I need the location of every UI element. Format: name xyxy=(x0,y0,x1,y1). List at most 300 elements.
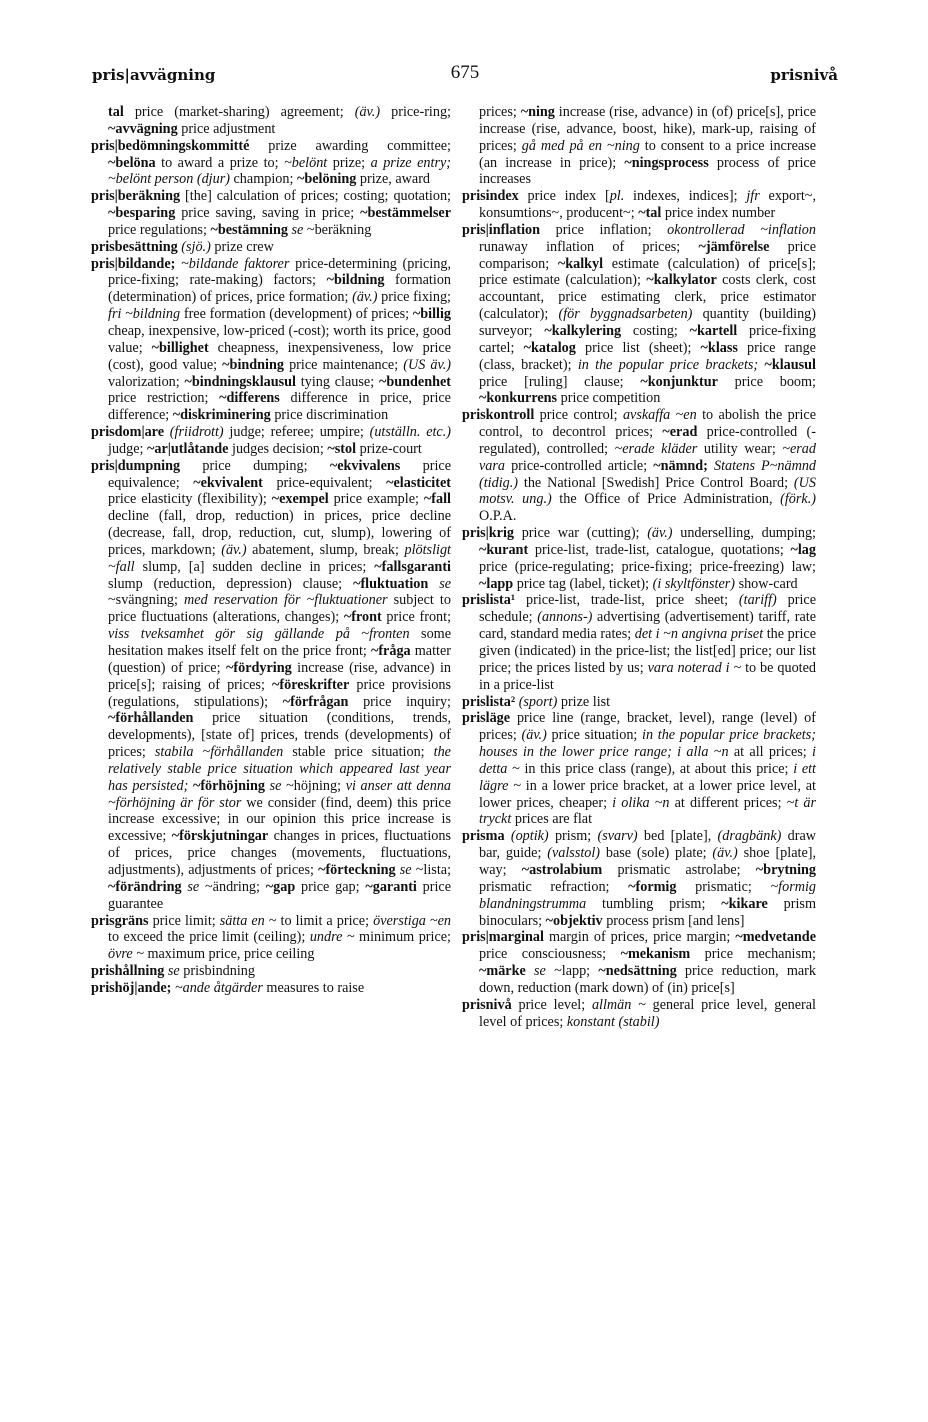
entry-text: to be quoted in a price-list xyxy=(479,659,816,693)
italic-text: (friidrott) xyxy=(169,424,224,441)
headword-text: ~diskriminering xyxy=(172,407,271,424)
headword-text: ~formig xyxy=(628,878,677,895)
italic-text: pl. xyxy=(609,188,625,205)
entry-text: maximum price, price ceiling xyxy=(143,946,315,963)
entry-text: price [ruling] clause; xyxy=(479,373,641,390)
entry-text: price boom; xyxy=(717,373,816,390)
headword-text: ~förskjutningar xyxy=(171,828,269,845)
entry-text: the National [Swedish] Price Control Board; xyxy=(518,474,794,491)
headword-text: ~märke xyxy=(479,963,526,980)
italic-text: ~t är tryckt xyxy=(479,794,816,828)
italic-text: (sport) xyxy=(518,693,558,710)
italic-text: in the popular price brackets; xyxy=(577,356,759,373)
entry-text: price comparison; xyxy=(479,238,816,272)
italic-text: se xyxy=(399,861,412,878)
entry-text: price dumping; xyxy=(180,457,330,474)
entry-text: price-determining (pricing, price-fixing; rate-making) factors; xyxy=(108,255,452,289)
dictionary-entry xyxy=(91,458,451,913)
entry-text: measures to raise xyxy=(262,979,365,996)
entry-text: ~lista; xyxy=(411,861,452,878)
entry-text: price-list, trade-list, catalogue, quotations; xyxy=(528,541,791,558)
italic-text: (utställn. etc.) xyxy=(369,424,451,441)
entry-text: to exceed the price limit (ceiling); xyxy=(108,929,310,946)
entry-text: price gap; xyxy=(295,878,366,895)
entry-text: decline (fall, drop, reduction) in prices, price decline (decrease, fall, drop, reduction, cut, slump), lowering of prices, markdown; xyxy=(108,508,451,558)
entry-text: ~höjning; xyxy=(281,777,346,794)
entry-text: price-fixing cartel; xyxy=(479,322,816,356)
headword-text: ~billig xyxy=(412,306,451,323)
italic-text: ~ande åtgärder xyxy=(174,979,263,996)
headword-text: ~konkurrens xyxy=(479,390,558,407)
italic-text: stabila ~förhållanden xyxy=(154,744,284,761)
italic-text: i ett lägre ~ xyxy=(479,760,817,794)
headword-text: ~stol xyxy=(327,440,357,457)
entry-text: price consciousness; xyxy=(479,946,621,963)
headword-text: ~fråga xyxy=(370,643,411,659)
dictionary-entry xyxy=(91,424,451,458)
headword-text: ~föreskrifter xyxy=(272,676,350,693)
italic-text: plötsligt ~fall xyxy=(108,541,451,575)
headword-text: prishållning xyxy=(91,963,165,980)
headword-text: ~förfrågan xyxy=(282,693,349,710)
left-running-head: pris|avvägning xyxy=(92,66,216,84)
entry-text: price-ring; xyxy=(380,104,451,120)
headword-text: pris|bedömningskommitté xyxy=(91,137,250,154)
italic-text: se xyxy=(291,221,304,238)
entry-text: prices are flat xyxy=(511,811,593,828)
entry-text: costs clerk, cost accountant, price estimating clerk, price estimator (calculator); xyxy=(479,272,816,323)
italic-text: (äv.) xyxy=(352,289,378,306)
entry-text: subject to price fluctuations (alterations, changes); xyxy=(108,592,451,626)
entry-text: cheap, inexpensive, low-priced (-cost); worth its price, good value; xyxy=(108,322,451,356)
entry-text: prize crew xyxy=(210,238,274,255)
entry-text: bed [plate], xyxy=(637,828,718,845)
headword-text: ~exempel xyxy=(271,491,329,508)
entry-text: price inflation; xyxy=(540,221,668,238)
headword-text: ~bindningsklausul xyxy=(184,373,296,390)
italic-text: se xyxy=(439,575,452,592)
dictionary-entry xyxy=(462,525,816,592)
dictionary-entry xyxy=(91,980,451,997)
headword-text: pris|dumpning xyxy=(91,457,181,474)
italic-text: (för byggnadsarbeten) xyxy=(558,306,693,323)
italic-text: ~belönt xyxy=(284,154,328,171)
entry-text: ~svängning; xyxy=(108,592,185,609)
headword-text: ~fluktuation xyxy=(353,575,429,592)
italic-text: se xyxy=(534,963,546,980)
entry-text: to limit a price; xyxy=(276,912,374,929)
entry-text: abatement, slump, break; xyxy=(246,541,405,558)
headword-text: ~billighet xyxy=(151,339,209,356)
entry-text: price front; xyxy=(381,609,452,626)
entry-text: export~, konsumtions~, producent~; xyxy=(479,188,816,222)
headword-text: ~elasticitet xyxy=(386,474,451,491)
entry-text: at different prices; xyxy=(669,794,787,811)
entry-text: to award a prize to; xyxy=(155,154,285,171)
dictionary-entry xyxy=(462,592,816,693)
entry-text: free formation (development) of prices; xyxy=(180,306,413,323)
headword-text: prishöj|ande; xyxy=(91,979,172,996)
entry-text: judge; referee; umpire; xyxy=(223,424,370,441)
headword-text: prisbesättning xyxy=(91,238,178,255)
italic-text: (sjö.) xyxy=(181,238,211,255)
headword-text: prisdom|are xyxy=(91,424,165,441)
italic-text: (annons-) xyxy=(537,609,593,626)
entry-text: in this price class (range), at about this price; xyxy=(519,760,794,777)
entry-text: in a lower price bracket, at a lower price level, at lower prices, cheaper; xyxy=(479,777,816,811)
entry-text: formation (determination) of prices, price formation; xyxy=(108,272,452,306)
italic-text: (dragbänk) xyxy=(717,828,782,845)
headword-text: ~katalog xyxy=(523,339,576,356)
entry-text: ~ändring; xyxy=(199,878,266,895)
entry-text: changes in prices, fluctuations of prices, price changes (movements, fluctuations, adjustments), adjustments of prices; xyxy=(108,828,451,878)
headword-text: prisnivå xyxy=(462,996,512,1013)
entry-text: prismatic refraction; xyxy=(479,878,629,895)
entry-text: price inquiry; xyxy=(348,693,451,710)
italic-text: Statens P~nämnd (tidig.) xyxy=(479,457,817,491)
italic-text: the relatively stable price situation which appeared last year has persisted; xyxy=(108,744,451,794)
entry-text: price mechanism; xyxy=(690,946,816,963)
entry-text: prize-court xyxy=(356,440,422,457)
entry-text: price-controlled (-regulated), controlled; xyxy=(479,424,816,457)
entry-text: price schedule; xyxy=(479,592,816,626)
italic-text: konstant (stabil) xyxy=(566,1013,660,1030)
italic-text: (äv.) xyxy=(354,104,381,120)
headword-text: ~differens xyxy=(219,390,280,407)
italic-text: undre ~ xyxy=(309,929,355,946)
italic-text: (äv.) xyxy=(647,525,673,542)
entry-text: ~beräkning xyxy=(306,221,372,238)
italic-text: ~erade kläder xyxy=(614,440,698,457)
entry-text xyxy=(428,576,439,592)
entry-text: price situation; xyxy=(546,727,643,744)
italic-text: (äv.) xyxy=(221,541,247,558)
entry-text: underselling, dumping; xyxy=(672,525,816,542)
headword-text: ~avvägning xyxy=(108,120,178,137)
entry-text: advertising (advertisement) tariff, rate card, standard media rates; xyxy=(479,609,816,643)
dictionary-entry xyxy=(91,256,451,424)
entry-text: price list (sheet); xyxy=(575,339,701,356)
entry-text: increase (rise, advance) in price[s]; raising of prices; xyxy=(108,659,451,693)
headword-text: ~förändring xyxy=(108,878,182,895)
entry-text: stable price situation; xyxy=(283,744,434,761)
italic-text: det i ~n angivna priset xyxy=(634,626,764,643)
entry-text: [the] calculation of prices; costing; quotation; xyxy=(180,188,451,205)
entry-text: ~lapp; xyxy=(545,963,599,980)
dictionary-entry xyxy=(91,188,451,239)
italic-text: övre ~ xyxy=(108,946,144,963)
entry-text: shoe [plate], way; xyxy=(479,845,817,878)
dictionary-entry xyxy=(462,997,816,1031)
dictionary-entry xyxy=(91,963,451,980)
dictionary-entry xyxy=(462,710,816,828)
entry-text: price adjustment xyxy=(177,120,276,137)
entry-text: matter (question) of price; xyxy=(108,643,451,676)
headword-text: ~bundenhet xyxy=(378,373,451,390)
page-header xyxy=(92,62,838,88)
right-running-head: prisnivå xyxy=(770,66,838,84)
italic-text: med reservation för ~fluktuationer xyxy=(184,592,388,609)
dictionary-entry xyxy=(91,239,451,256)
entry-text: price-list, trade-list, price sheet; xyxy=(515,592,739,609)
entry-text: price situation (conditions, trends, developments), [state of] prices, trends (developments) of prices; xyxy=(108,710,451,761)
left-column xyxy=(91,104,451,997)
entry-text: prize, award xyxy=(356,171,431,188)
headword-text: ~front xyxy=(343,609,382,626)
headword-text: ~garanti xyxy=(365,878,417,895)
headword-text: ~besparing xyxy=(108,205,176,222)
entry-text: base (sole) plate; xyxy=(600,845,713,862)
entry-text: price fixing; xyxy=(377,289,451,306)
headword-text: ~fallsgaranti xyxy=(374,558,451,575)
italic-text: ~formig blandningstrumma xyxy=(479,878,816,912)
dictionary-entry xyxy=(91,138,451,189)
entry-text: tumbling prism; xyxy=(586,895,722,912)
headword-text: ~kartell xyxy=(689,322,738,339)
entry-text: margin of prices, price margin; xyxy=(543,929,736,946)
entry-text: indexes, indices]; xyxy=(624,188,747,205)
headword-text: ~klausul xyxy=(764,356,816,373)
italic-text: i detta ~ xyxy=(479,744,816,777)
entry-text: draw bar, guide; xyxy=(479,828,816,862)
entry-text: price-controlled article; xyxy=(505,457,654,474)
headword-text: ~bestämmelser xyxy=(360,205,451,222)
italic-text: (optik) xyxy=(510,828,549,845)
entry-text: process of price increases xyxy=(479,154,816,188)
headword-text: prisgräns xyxy=(91,912,149,929)
entry-text: price control; xyxy=(534,407,623,424)
entry-text: prisbindning xyxy=(179,963,255,980)
headword-text: ~kalkyl xyxy=(557,255,604,272)
entry-text: at all prices; xyxy=(728,744,813,761)
entry-text: price guarantee xyxy=(108,878,452,912)
entry-text: price restriction; xyxy=(108,390,220,407)
italic-text: i olika ~n xyxy=(612,794,670,811)
entry-text: price competition xyxy=(557,390,661,407)
italic-text: se xyxy=(167,963,180,980)
headword-text: ~bestämning xyxy=(210,221,288,238)
headword-text: tal xyxy=(108,104,124,120)
headword-text: ~erad xyxy=(662,424,698,441)
italic-text: sätta en ~ xyxy=(219,912,277,929)
headword-text: ~ningsprocess xyxy=(624,154,709,171)
headword-text: ~förhöjning xyxy=(192,777,265,794)
entry-text: cheapness, inexpensiveness, low price (cost), good value; xyxy=(108,339,451,373)
dictionary-entry xyxy=(462,222,816,407)
headword-text: prislista² xyxy=(462,693,516,710)
italic-text: (äv.) xyxy=(712,845,738,862)
italic-text: (tariff) xyxy=(738,592,777,609)
italic-text: överstiga ~en xyxy=(373,912,451,929)
headword-text: ~fördyring xyxy=(226,659,292,676)
headword-text: ~belöna xyxy=(108,154,156,171)
entry-text: price war (cutting); xyxy=(514,525,648,542)
headword-text: ~objektiv xyxy=(545,912,603,929)
entry-text: some hesitation makes itself felt on the price front; xyxy=(108,626,451,659)
italic-text: fri ~bildning xyxy=(108,306,181,323)
headword-text: ~belöning xyxy=(296,171,357,188)
entry-text: slump, [a] sudden decline in prices; xyxy=(134,558,375,575)
italic-text: se xyxy=(187,878,200,895)
entry-text: price line (range, bracket, level), range (level) of prices; xyxy=(479,710,816,744)
entry-text: costing; xyxy=(621,322,690,339)
entry-text: judges decision; xyxy=(228,440,328,457)
entry-text xyxy=(526,963,534,979)
headword-text: ~tal xyxy=(638,205,662,222)
headword-text: ~bindning xyxy=(222,356,284,373)
headword-text: pris|bildande; xyxy=(91,255,176,272)
entry-text: price-equivalent; xyxy=(262,474,387,491)
entry-text: quantity (building) surveyor; xyxy=(479,306,816,339)
headword-text: ~bildning xyxy=(326,272,385,289)
headword-text: prisindex xyxy=(462,188,519,205)
entry-text: O.P.A. xyxy=(479,508,517,525)
dictionary-entry xyxy=(462,828,816,929)
entry-text: price discrimination xyxy=(270,407,389,424)
headword-text: prisma xyxy=(462,828,505,845)
entry-text: the price given (indicated) in the price-list; the list[ed] price; our list price; the prices listed by us; xyxy=(479,626,817,676)
headword-text: ~lapp xyxy=(479,575,514,592)
headword-text: pris|beräkning xyxy=(91,188,181,205)
entry-text: tying clause; xyxy=(296,373,379,390)
entry-text: price (market-sharing) agreement; xyxy=(123,104,355,120)
entry-text: show-card xyxy=(735,575,798,592)
entry-text: the Office of Price Administration, xyxy=(551,491,781,508)
italic-text: (svarv) xyxy=(597,828,638,845)
italic-text: (valsstol) xyxy=(547,845,601,862)
entry-text: price limit; xyxy=(148,912,220,929)
entry-text: price example; xyxy=(328,491,424,508)
entry-text: general price level, general level of prices; xyxy=(479,996,816,1030)
italic-text: (i skyltfönster) xyxy=(652,575,736,592)
entry-text: to consent to a price increase (an increase in price); xyxy=(479,137,816,171)
italic-text: in the popular price brackets; houses in the lower price range; i alla ~n xyxy=(479,727,816,761)
entry-text: minimum price; xyxy=(354,929,451,946)
headword-text: ~nedsättning xyxy=(598,963,677,980)
entry-text: price level; xyxy=(511,996,592,1013)
italic-text: vi anser att denna ~förhöjning är för stor xyxy=(108,777,452,811)
entry-text: increase (rise, advance) in (of) price[s], price increase (rise, advance, boost, hike), mark-up, raising of prices; xyxy=(479,104,816,154)
italic-text: a prize entry; ~belönt person (djur) xyxy=(108,154,451,188)
dictionary-entry xyxy=(462,929,816,996)
headword-text: pris|marginal xyxy=(462,929,544,946)
italic-text: (äv.) xyxy=(521,727,547,744)
entry-text: price range (class, bracket); xyxy=(479,339,816,373)
headword-text: ~ekvivalent xyxy=(193,474,263,491)
entry-text: price elasticity (flexibility); xyxy=(108,491,272,508)
entry-text: slump (reduction, depression) clause; xyxy=(108,575,354,592)
italic-text: okontrollerad ~inflation xyxy=(667,221,816,238)
headword-text: ~jämförelse xyxy=(698,238,770,255)
headword-text: ~ekvivalens xyxy=(329,457,401,474)
headword-text: ~kalkylering xyxy=(544,322,622,339)
entry-text: price index [ xyxy=(518,188,610,205)
entry-text: price reduction, mark down, reduction (mark down) of (in) price[s] xyxy=(479,963,816,996)
headword-text: priskontroll xyxy=(462,407,535,424)
entry-text: prism; xyxy=(548,828,598,845)
headword-text: ~kalkylator xyxy=(646,272,717,289)
italic-text: (förk.) xyxy=(780,491,816,508)
headword-text: ~medvetande xyxy=(735,929,816,946)
headword-text: ~ar|utlåtande xyxy=(147,440,229,457)
entry-text: price maintenance; xyxy=(283,356,404,373)
italic-text: se xyxy=(269,777,282,794)
headword-text: ~klass xyxy=(700,339,738,356)
entry-text: price regulations; xyxy=(108,221,211,238)
entry-text: judge; xyxy=(108,440,148,457)
entry-text: price equivalence; xyxy=(108,457,451,491)
entry-text: price provisions (regulations, stipulations); xyxy=(108,676,451,710)
headword-text: ~lag xyxy=(790,541,816,558)
headword-text: ~ning xyxy=(520,104,555,120)
entry-text: to abolish the price control, to decontrol prices; xyxy=(479,407,816,441)
headword-text: ~fall xyxy=(423,491,451,508)
dictionary-entry xyxy=(462,694,816,711)
headword-text: prislista¹ xyxy=(462,592,516,609)
dictionary-entry xyxy=(462,407,816,525)
dictionary-entry xyxy=(462,188,816,222)
italic-text: vara noterad i ~ xyxy=(647,659,742,676)
dictionary-entry xyxy=(91,913,451,964)
headword-text: prisläge xyxy=(462,710,511,727)
entry-text: prize awarding committee; xyxy=(249,137,451,154)
italic-text: allmän ~ xyxy=(591,996,646,1013)
entry-text: process prism [and lens] xyxy=(602,912,745,929)
headword-text: pris|krig xyxy=(462,525,514,542)
entry-text: utility wear; xyxy=(697,440,783,457)
headword-text: ~konjunktur xyxy=(640,373,718,390)
headword-text: ~astrolabium xyxy=(521,861,603,878)
page-number: 675 xyxy=(450,62,480,83)
italic-text: (US äv.) xyxy=(403,356,451,373)
headword-text: ~kikare xyxy=(721,895,768,912)
entry-text: price index number xyxy=(661,205,776,222)
headword-text: ~brytning xyxy=(755,861,816,878)
italic-text: ~erad vara xyxy=(479,440,816,474)
italic-text: avskaffa ~en xyxy=(622,407,697,424)
italic-text: ~bildande faktorer xyxy=(181,255,290,272)
right-column xyxy=(462,104,816,1030)
italic-text: viss tveksamhet gör sig gällande på ~fronten xyxy=(108,626,410,643)
italic-text: (US motsv. ung.) xyxy=(479,474,816,508)
headword-text: ~mekanism xyxy=(620,946,691,963)
entry-text: valorization; xyxy=(108,373,185,390)
headword-text: ~förhållanden xyxy=(108,710,194,727)
entry-text: price (price-regulating; price-fixing; price-freezing) law; xyxy=(479,558,816,575)
headword-text: pris|inflation xyxy=(462,221,541,238)
entry-text: champion; xyxy=(229,171,297,188)
entry-text: difference in price, price difference; xyxy=(108,390,451,424)
headword-text: ~förteckning xyxy=(318,861,396,878)
entry-text: prismatic; xyxy=(676,878,771,895)
headword-text: ~kurant xyxy=(479,541,529,558)
headword-text: ~nämnd; xyxy=(653,457,708,474)
dictionary-entry xyxy=(91,104,451,138)
entry-text: estimate (calculation) of price[s]; price estimate (calculation); xyxy=(479,255,816,289)
entry-text: prices; xyxy=(479,104,521,120)
entry-text: price tag (label, ticket); xyxy=(513,575,653,592)
italic-text: jfr xyxy=(746,188,760,205)
entry-text: prismatic astrolabe; xyxy=(602,861,756,878)
entry-text: price saving, saving in price; xyxy=(175,205,361,222)
entry-text: runaway inflation of prices; xyxy=(479,238,699,255)
dictionary-entry xyxy=(462,104,816,188)
entry-text: prize list xyxy=(557,693,611,710)
italic-text: gå med på en ~ning xyxy=(521,137,640,154)
entry-text: prize; xyxy=(327,154,371,171)
headword-text: ~gap xyxy=(265,878,296,895)
entry-text: we consider (find, deem) this price increase excessive; in our opinion this price increase is excessive; xyxy=(108,794,451,845)
